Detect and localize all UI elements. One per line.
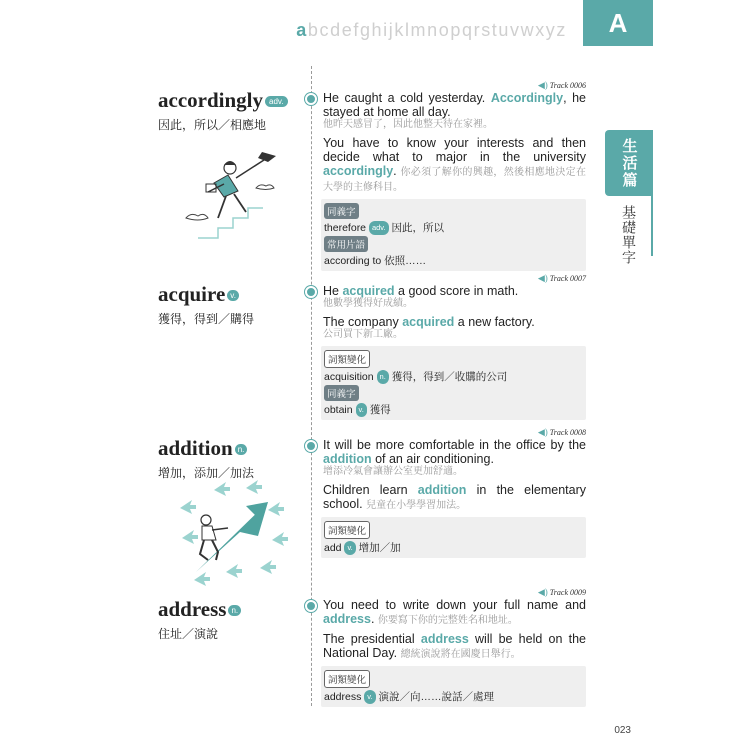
headword-accordingly xyxy=(158,88,288,133)
headword-meaning: 住址／演說 xyxy=(158,627,219,641)
synonym-label: 同義字 xyxy=(324,203,359,219)
speaker-icon[interactable]: ◀) xyxy=(537,273,548,283)
notes-box: 詞類變化 address v. 演說／向……說話／處理 xyxy=(321,666,586,707)
graduate-running-illustration xyxy=(178,148,288,243)
page-number: 023 xyxy=(614,725,631,736)
arrows-illustration xyxy=(176,480,296,588)
notes-box: 同義字 therefore adv. 因此，所以 常用片語 according to 依照…… xyxy=(321,199,586,271)
example-1: You need to write down your full name and address. 你要寫下你的完整姓名和地址。 xyxy=(323,598,586,626)
alphabet-current-letter: a xyxy=(296,20,308,40)
headword: accordingly xyxy=(158,88,263,112)
entry-bullet xyxy=(305,440,317,452)
example-2: The presidential address will be held on the National Day. 總統演說將在國慶日舉行。 xyxy=(323,632,586,660)
headword: acquire xyxy=(158,282,226,306)
track-label[interactable]: ◀) Track 0009 xyxy=(537,587,586,597)
headword-meaning: 因此，所以／相應地 xyxy=(158,118,267,132)
phrase-label: 常用片語 xyxy=(324,236,368,252)
alphabet-rest: bcdefghijklmnopqrstuvwxyz xyxy=(307,20,567,40)
pos-badge: v. xyxy=(227,290,239,301)
synonym-label: 同義字 xyxy=(324,385,359,401)
side-tab-sub: 基礎單字 xyxy=(621,205,637,265)
track-label[interactable]: ◀) Track 0007 xyxy=(537,273,586,283)
headword-addition xyxy=(158,436,254,481)
headword-address xyxy=(158,597,241,642)
entry-bullet xyxy=(305,93,317,105)
headword-acquire xyxy=(158,282,254,327)
example-1: He acquired a good score in math. 他數學獲得好成績。 xyxy=(323,284,519,309)
speaker-icon[interactable]: ◀) xyxy=(537,427,548,437)
example-1: He caught a cold yesterday. Accordingly, he stayed at home all day. 他昨天感冒了，因此他整天待在家裡。 xyxy=(323,91,586,130)
derivation-label: 詞類變化 xyxy=(324,521,370,539)
track-label[interactable]: ◀) Track 0008 xyxy=(537,427,586,437)
entry-bullet xyxy=(305,286,317,298)
speaker-icon[interactable]: ◀) xyxy=(537,587,548,597)
pos-badge: n. xyxy=(228,605,241,616)
entry-address xyxy=(311,587,586,707)
pos-badge: adv. xyxy=(265,96,288,107)
derivation-label: 詞類變化 xyxy=(324,670,370,688)
headword-meaning: 增加，添加／加法 xyxy=(158,466,255,480)
headword-meaning: 獲得，得到／購得 xyxy=(158,312,255,326)
letter-tab[interactable]: A xyxy=(583,0,653,46)
entry-acquire xyxy=(311,273,586,420)
entry-bullet xyxy=(305,600,317,612)
derivation-label: 詞類變化 xyxy=(324,350,370,368)
notes-box: 詞類變化 add v. 增加／加 xyxy=(321,517,586,558)
book-page xyxy=(98,0,653,750)
example-2: Children learn addition in the elementary school. 兒童在小學學習加法。 xyxy=(323,483,587,511)
example-2: You have to know your interests and then decide what to major in the university accordingly. 你必須了解你的興趣，然後相應地決定在大學的主修科目。 xyxy=(323,136,587,193)
side-tab-category[interactable]: 生活篇 xyxy=(605,130,653,196)
example-1: It will be more comfortable in the office by the addition of an air conditioning. 增添冷氣會讓辦公室更加舒適。 xyxy=(323,438,586,477)
alphabet-index xyxy=(296,20,567,41)
side-tab-divider xyxy=(651,196,653,256)
speaker-icon[interactable]: ◀) xyxy=(537,80,548,90)
headword: address xyxy=(158,597,227,621)
entry-accordingly xyxy=(311,80,586,271)
pos-badge: n. xyxy=(235,444,248,455)
notes-box: 詞類變化 acquisition n. 獲得，得到／收購的公司 同義字 obtain v. 獲得 xyxy=(321,346,586,420)
entry-addition xyxy=(311,427,586,558)
example-2: The company acquired a new factory. 公司買下新工廠。 xyxy=(323,315,535,340)
track-label[interactable]: ◀) Track 0006 xyxy=(537,80,586,90)
headword: addition xyxy=(158,436,233,460)
